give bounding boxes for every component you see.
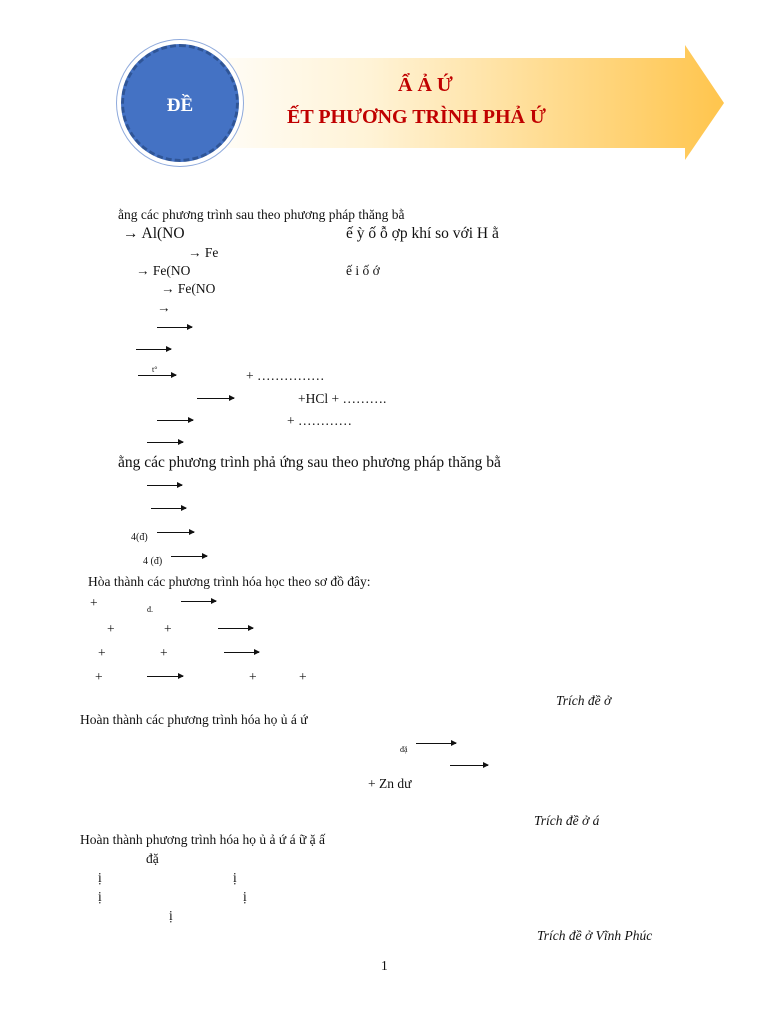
plus-sign: + bbox=[299, 669, 307, 684]
equation-line: → bbox=[157, 300, 171, 315]
reaction-arrow bbox=[224, 652, 259, 653]
reaction-arrow bbox=[157, 532, 194, 533]
equation-line: → Fe bbox=[188, 245, 219, 260]
reaction-arrow bbox=[171, 556, 207, 557]
equation-product: + ………… bbox=[287, 413, 352, 428]
equation-line: → Fe(NO bbox=[161, 281, 216, 296]
section3-heading: Hòa thành các phương trình hóa học theo sơ đồ đây: bbox=[88, 574, 371, 589]
reaction-arrow bbox=[218, 628, 253, 629]
condition-label: đ. bbox=[147, 605, 153, 614]
equation-product: + Zn dư bbox=[368, 776, 412, 791]
banner-arrow bbox=[0, 0, 768, 200]
reaction-arrow bbox=[147, 442, 183, 443]
reaction-arrow bbox=[181, 601, 216, 602]
reaction-arrow bbox=[147, 485, 182, 486]
section5-heading: Hoàn thành phương trình hóa họ ủ ả ứ á ữ ặ ấ bbox=[80, 832, 326, 847]
reaction-arrow bbox=[147, 676, 183, 677]
plus-sign: + bbox=[164, 621, 172, 636]
equation-product: + …………… bbox=[246, 368, 325, 383]
plus-sign: + bbox=[107, 621, 115, 636]
reaction-arrow bbox=[450, 765, 488, 766]
section4-heading: Hoàn thành các phương trình hóa họ ủ á ứ bbox=[80, 712, 308, 727]
mark: ị bbox=[233, 870, 237, 885]
section1-heading: ằng các phương trình sau theo phương pháp thăng bằ bbox=[118, 207, 405, 222]
equation-note: ế ỳ ố ỗ ợp khí so với H ằ bbox=[346, 225, 499, 242]
reaction-arrow bbox=[157, 327, 192, 328]
condition-label: 4 (đ) bbox=[143, 556, 163, 567]
source-citation: Trích đề ở Vĩnh Phúc bbox=[537, 928, 653, 943]
mark: ị bbox=[98, 889, 102, 904]
plus-sign: + bbox=[249, 669, 257, 684]
reaction-arrow bbox=[416, 743, 456, 744]
reaction-arrow bbox=[136, 349, 171, 350]
chapter-badge-label: ĐỀ bbox=[166, 95, 194, 116]
plus-sign: + bbox=[98, 645, 106, 660]
banner-title-line2: ẾT PHƯƠNG TRÌNH PHẢ Ứ bbox=[287, 106, 546, 128]
page-number: 1 bbox=[381, 958, 388, 973]
condition-label: đặ bbox=[146, 851, 159, 866]
equation-note: ế i ố ớ bbox=[346, 263, 380, 278]
equation-product: +HCl + ………. bbox=[298, 391, 387, 406]
banner-title-line1: Ẩ Ả Ứ bbox=[398, 74, 453, 96]
equation-line: → Al(NO bbox=[123, 225, 185, 242]
condition-label: đặ bbox=[400, 745, 408, 754]
reaction-arrow bbox=[151, 508, 186, 509]
source-citation: Trích đề ở bbox=[556, 693, 612, 708]
mark: ị bbox=[243, 889, 247, 904]
reaction-arrow bbox=[197, 398, 234, 399]
reaction-arrow bbox=[157, 420, 193, 421]
source-citation: Trích đề ở á bbox=[534, 813, 600, 828]
plus-sign: + bbox=[160, 645, 168, 660]
mark: ị bbox=[98, 870, 102, 885]
mark: ị bbox=[169, 908, 173, 923]
chapter-badge bbox=[121, 44, 239, 162]
equation-line: → Fe(NO bbox=[136, 263, 191, 278]
heat-condition: t° bbox=[152, 365, 158, 374]
condition-label: 4(đ) bbox=[131, 532, 148, 543]
section2-heading: ằng các phương trình phả ứng sau theo phương pháp thăng bằ bbox=[118, 454, 501, 471]
reaction-arrow bbox=[138, 375, 176, 376]
plus-sign: + bbox=[95, 669, 103, 684]
plus-sign: + bbox=[90, 595, 98, 610]
